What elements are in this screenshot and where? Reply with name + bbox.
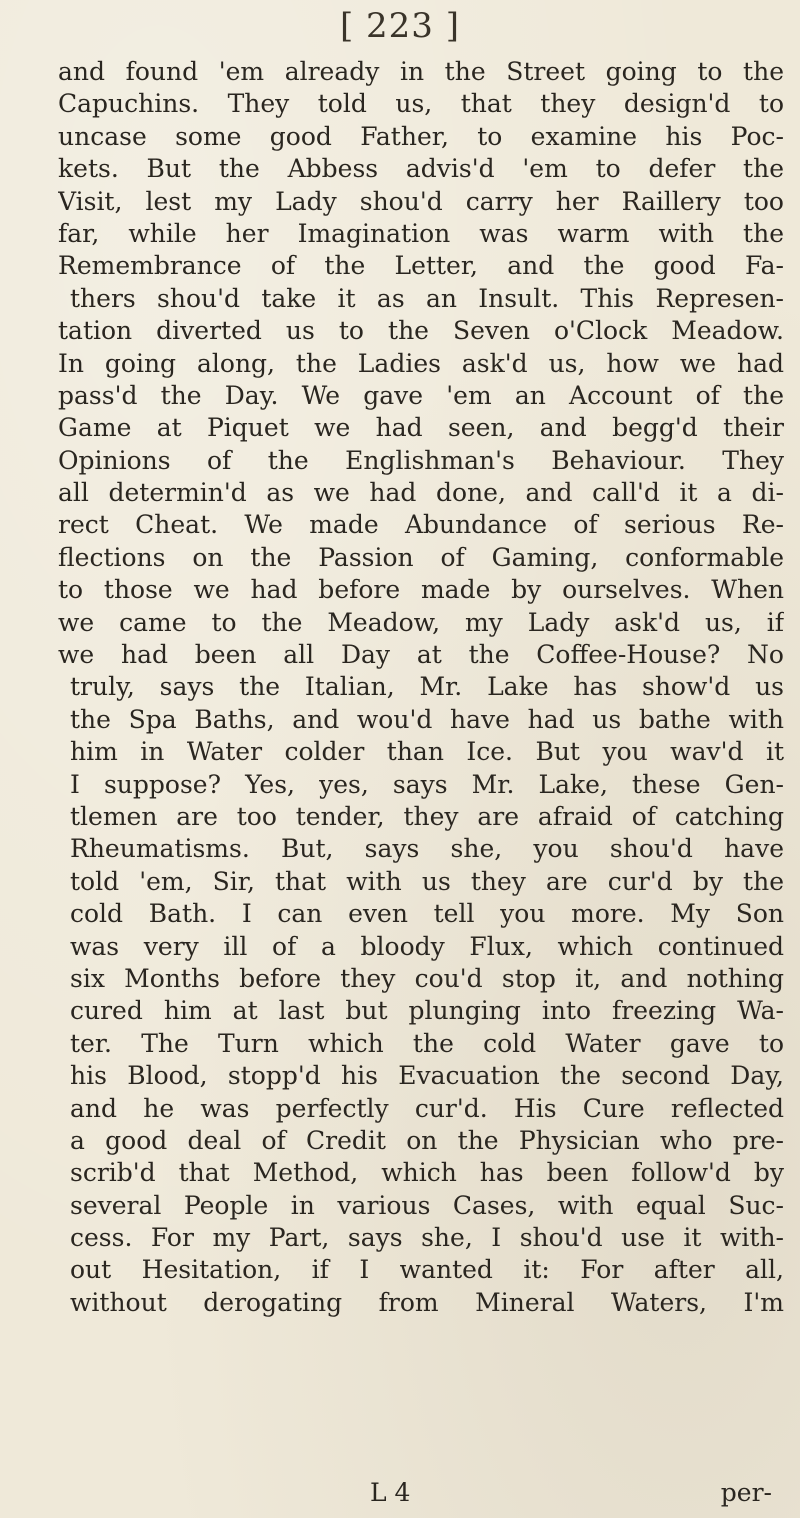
text-line: rect Cheat. We made Abundance of serious Re- xyxy=(58,510,784,540)
text-line: all determin'd as we had done, and call'd it a di- xyxy=(58,478,784,508)
text-line: several People in various Cases, with equal Suc- xyxy=(70,1190,784,1220)
text-line: Game at Piquet we had seen, and begg'd their xyxy=(58,413,784,443)
signature-mark: L 4 xyxy=(370,1478,411,1507)
text-line: a good deal of Credit on the Physician who pre- xyxy=(70,1125,784,1155)
text-line: pass'd the Day. We gave 'em an Account of the xyxy=(58,380,784,410)
text-line: kets. But the Abbess advis'd 'em to defer the xyxy=(58,154,784,184)
text-line: far, while her Imagination was warm with the xyxy=(58,218,784,248)
catchword: per- xyxy=(720,1478,772,1507)
text-line: Capuchins. They told us, that they design'd to xyxy=(58,89,784,119)
text-line: and he was perfectly cur'd. His Cure reflected xyxy=(70,1093,784,1123)
text-line: uncase some good Father, to examine his Poc- xyxy=(58,121,784,151)
text-line: I suppose? Yes, yes, says Mr. Lake, these Gen- xyxy=(70,769,784,799)
text-line: Rheumatisms. But, says she, you shou'd have xyxy=(70,834,784,864)
text-line: thers shou'd take it as an Insult. This Represen- xyxy=(70,283,784,313)
text-line: tlemen are too tender, they are afraid of catching xyxy=(70,801,784,831)
text-line: told 'em, Sir, that with us they are cur'd by the xyxy=(70,866,784,896)
text-line: cold Bath. I can even tell you more. My Son xyxy=(70,899,784,929)
body-text xyxy=(58,56,784,1319)
text-line: tation diverted us to the Seven o'Clock Meadow. xyxy=(58,316,784,346)
text-line: to those we had before made by ourselves. When xyxy=(58,575,784,605)
text-line: six Months before they cou'd stop it, and nothing xyxy=(70,963,784,993)
text-line: ter. The Turn which the cold Water gave to xyxy=(70,1028,784,1058)
text-line: Opinions of the Englishman's Behaviour. They xyxy=(58,445,784,475)
text-line: Remembrance of the Letter, and the good Fa- xyxy=(58,251,784,281)
text-line: cess. For my Part, says she, I shou'd use it with- xyxy=(70,1223,784,1253)
text-line: and found 'em already in the Street going to the xyxy=(58,57,784,86)
text-line: In going along, the Ladies ask'd us, how we had xyxy=(58,348,784,378)
text-line: we had been all Day at the Coffee-House? No xyxy=(58,640,784,670)
text-line: scrib'd that Method, which has been follow'd by xyxy=(70,1158,784,1188)
text-line: we came to the Meadow, my Lady ask'd us, if xyxy=(58,607,784,637)
text-line: without derogating from Mineral Waters, I'm xyxy=(70,1287,784,1317)
text-line: flections on the Passion of Gaming, conformable xyxy=(58,542,784,572)
text-line: cured him at last but plunging into freezing Wa- xyxy=(70,996,784,1026)
text-line: truly, says the Italian, Mr. Lake has show'd us xyxy=(70,672,784,702)
text-line: his Blood, stopp'd his Evacuation the second Day, xyxy=(70,1061,784,1091)
text-line: Visit, lest my Lady shou'd carry her Raillery too xyxy=(58,186,784,216)
text-line: him in Water colder than Ice. But you wav'd it xyxy=(70,737,784,767)
text-line: out Hesitation, if I wanted it: For after all, xyxy=(70,1255,784,1285)
page-number: [ 223 ] xyxy=(339,6,461,46)
text-line: was very ill of a bloody Flux, which continued xyxy=(70,931,784,961)
page-footer xyxy=(58,1477,784,1509)
text-line: the Spa Baths, and wou'd have had us bathe with xyxy=(70,704,784,734)
